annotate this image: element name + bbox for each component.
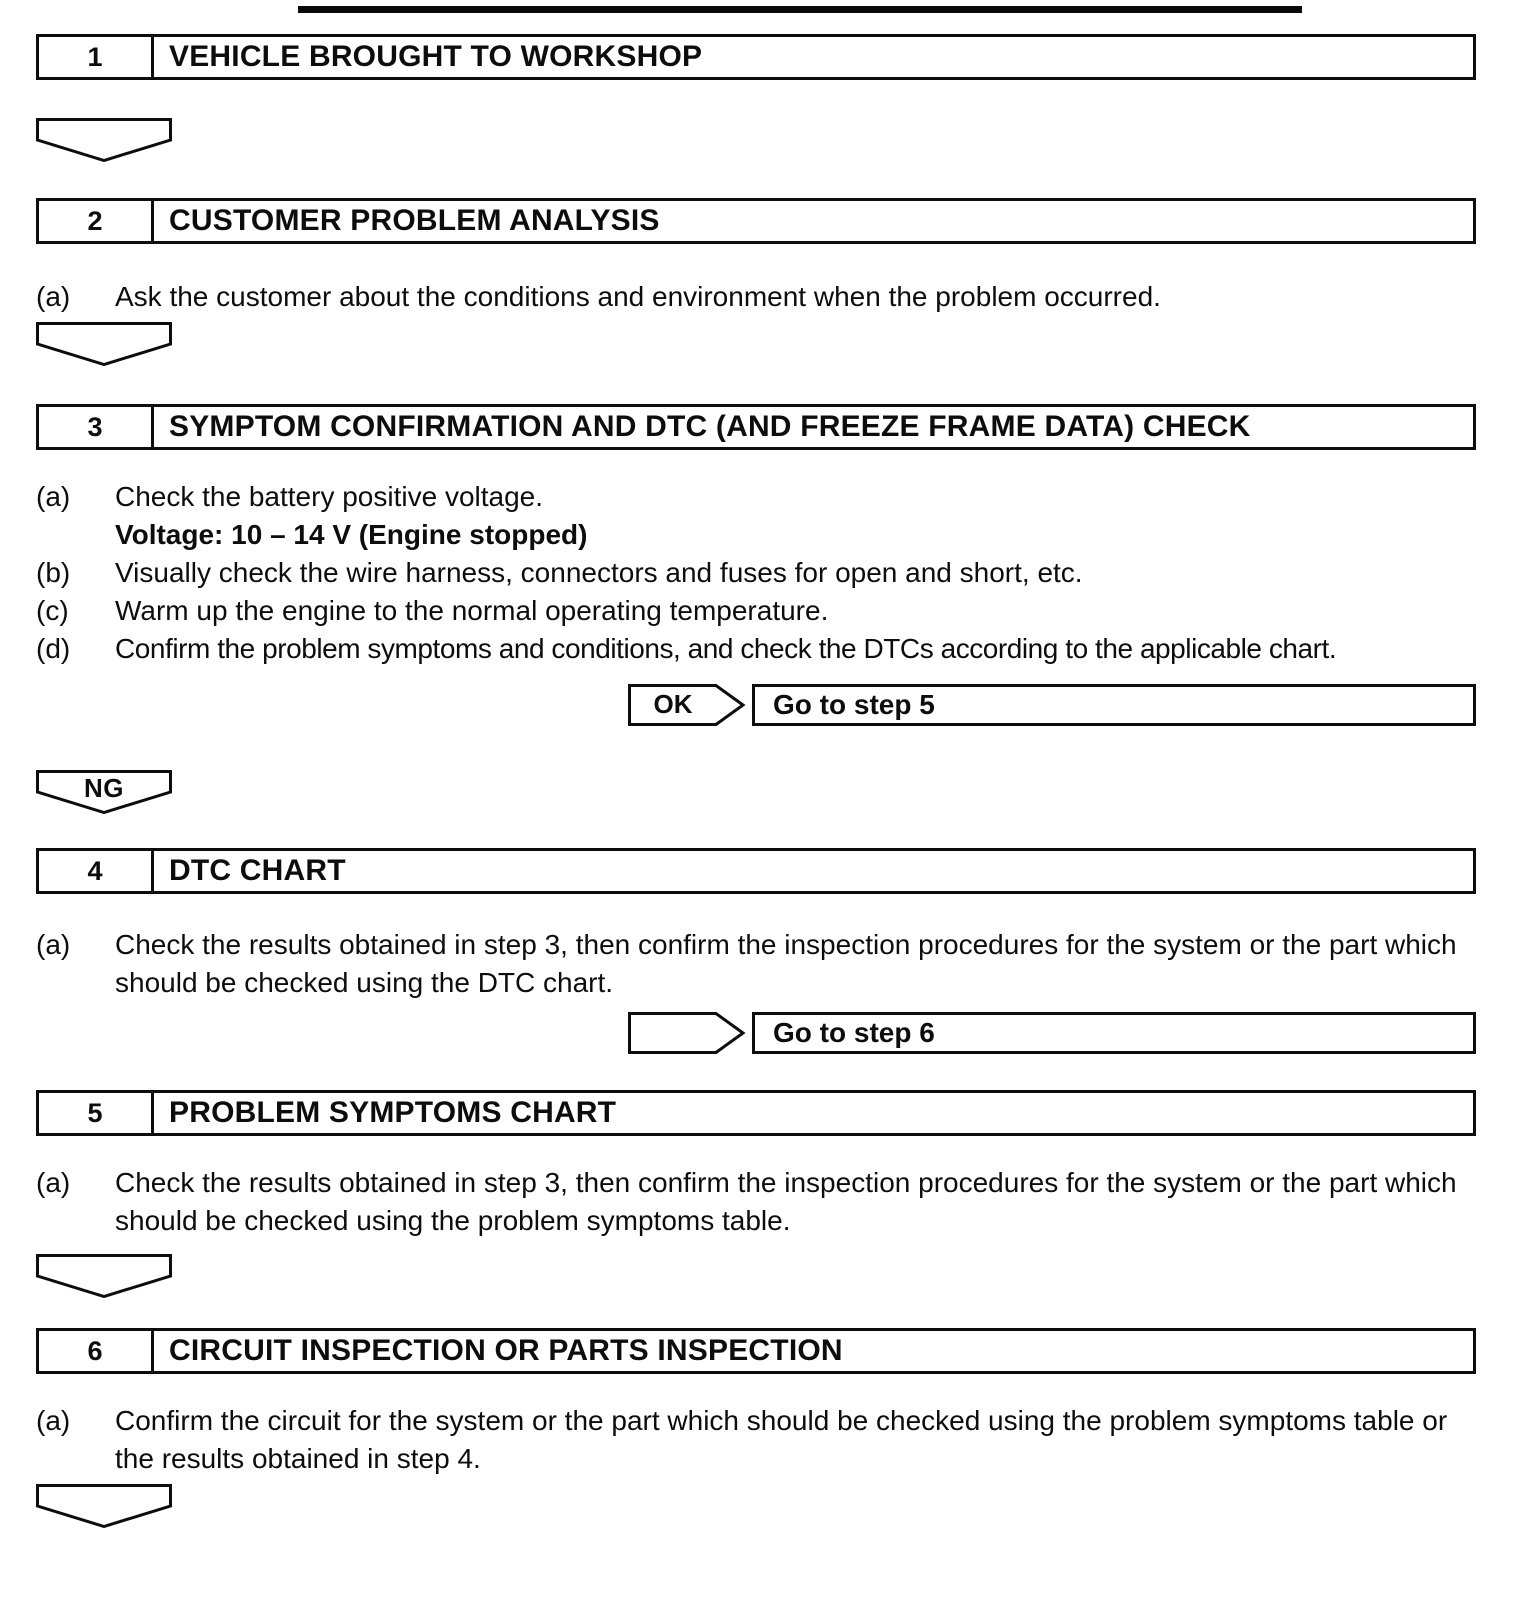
step-title: CUSTOMER PROBLEM ANALYSIS xyxy=(169,204,660,237)
step-number: 3 xyxy=(39,407,154,447)
ng-connector xyxy=(36,770,172,814)
step-number: 2 xyxy=(39,201,154,241)
goto-action-label: Go to step 6 xyxy=(773,1017,935,1048)
flow-down-arrow-icon xyxy=(36,118,172,162)
step-number: 5 xyxy=(39,1093,154,1133)
step-title: SYMPTOM CONFIRMATION AND DTC (AND FREEZE FRAME DATA) CHECK xyxy=(169,410,1251,443)
procedure-item xyxy=(36,1164,1476,1240)
step-4-header xyxy=(36,848,1476,894)
step-6-header xyxy=(36,1328,1476,1374)
flow-down-arrow-icon xyxy=(36,322,172,366)
procedure-item xyxy=(36,592,1476,630)
step-title: PROBLEM SYMPTOMS CHART xyxy=(169,1096,617,1129)
procedure-item xyxy=(36,554,1476,592)
step-1-header xyxy=(36,34,1476,80)
right-arrow-connector xyxy=(628,1012,746,1054)
step-title: VEHICLE BROUGHT TO WORKSHOP xyxy=(169,40,703,73)
ok-label: OK xyxy=(653,688,693,719)
flow-down-arrow-icon xyxy=(36,1484,172,1528)
ok-arrow-connector xyxy=(628,684,746,726)
goto-step-6-box xyxy=(752,1012,1476,1054)
goto-branch-row xyxy=(628,1012,1476,1054)
ng-label: NG xyxy=(84,773,124,803)
step-number: 6 xyxy=(39,1331,154,1371)
item-label: (d) xyxy=(36,633,71,664)
item-text: Check the results obtained in step 3, then confirm the inspection procedures for the system or the part which should be checked using the DTC chart. xyxy=(115,929,1457,998)
procedure-item xyxy=(36,478,1476,516)
step-3-header xyxy=(36,404,1476,450)
item-text: Check the results obtained in step 3, then confirm the inspection procedures for the system or the part which should be checked using the problem symptoms table. xyxy=(115,1167,1457,1236)
item-text: Warm up the engine to the normal operating temperature. xyxy=(115,595,829,626)
procedure-item xyxy=(36,926,1476,1002)
step-2-header xyxy=(36,198,1476,244)
item-text: Confirm the circuit for the system or the part which should be checked using the problem symptoms table or the results obtained in step 4. xyxy=(115,1405,1448,1474)
procedure-item xyxy=(36,630,1476,668)
step-number: 1 xyxy=(39,37,154,77)
item-text: Confirm the problem symptoms and conditions, and check the DTCs according to the applicable chart. xyxy=(115,633,1337,664)
item-label: (c) xyxy=(36,595,69,626)
voltage-spec: Voltage: 10 – 14 V (Engine stopped) xyxy=(115,519,588,550)
procedure-item xyxy=(36,278,1476,316)
procedure-item xyxy=(36,1402,1476,1478)
goto-step-5-box xyxy=(752,684,1476,726)
item-text: Visually check the wire harness, connectors and fuses for open and short, etc. xyxy=(115,557,1083,588)
goto-action-label: Go to step 5 xyxy=(773,689,935,720)
flow-down-arrow-icon xyxy=(36,1254,172,1298)
step-title: CIRCUIT INSPECTION OR PARTS INSPECTION xyxy=(169,1334,843,1367)
item-label: (a) xyxy=(36,1167,71,1198)
item-text: Ask the customer about the conditions and environment when the problem occurred. xyxy=(115,281,1161,312)
step-number: 4 xyxy=(39,851,154,891)
item-label: (a) xyxy=(36,1405,71,1436)
item-label: (a) xyxy=(36,929,71,960)
ok-branch-row xyxy=(628,684,1476,726)
step-5-header xyxy=(36,1090,1476,1136)
item-label: (a) xyxy=(36,281,71,312)
item-label: (b) xyxy=(36,557,71,588)
item-label: (a) xyxy=(36,481,71,512)
procedure-item xyxy=(36,516,1476,554)
item-text: Check the battery positive voltage. xyxy=(115,481,544,512)
item-label xyxy=(36,516,115,554)
step-title: DTC CHART xyxy=(169,854,346,887)
